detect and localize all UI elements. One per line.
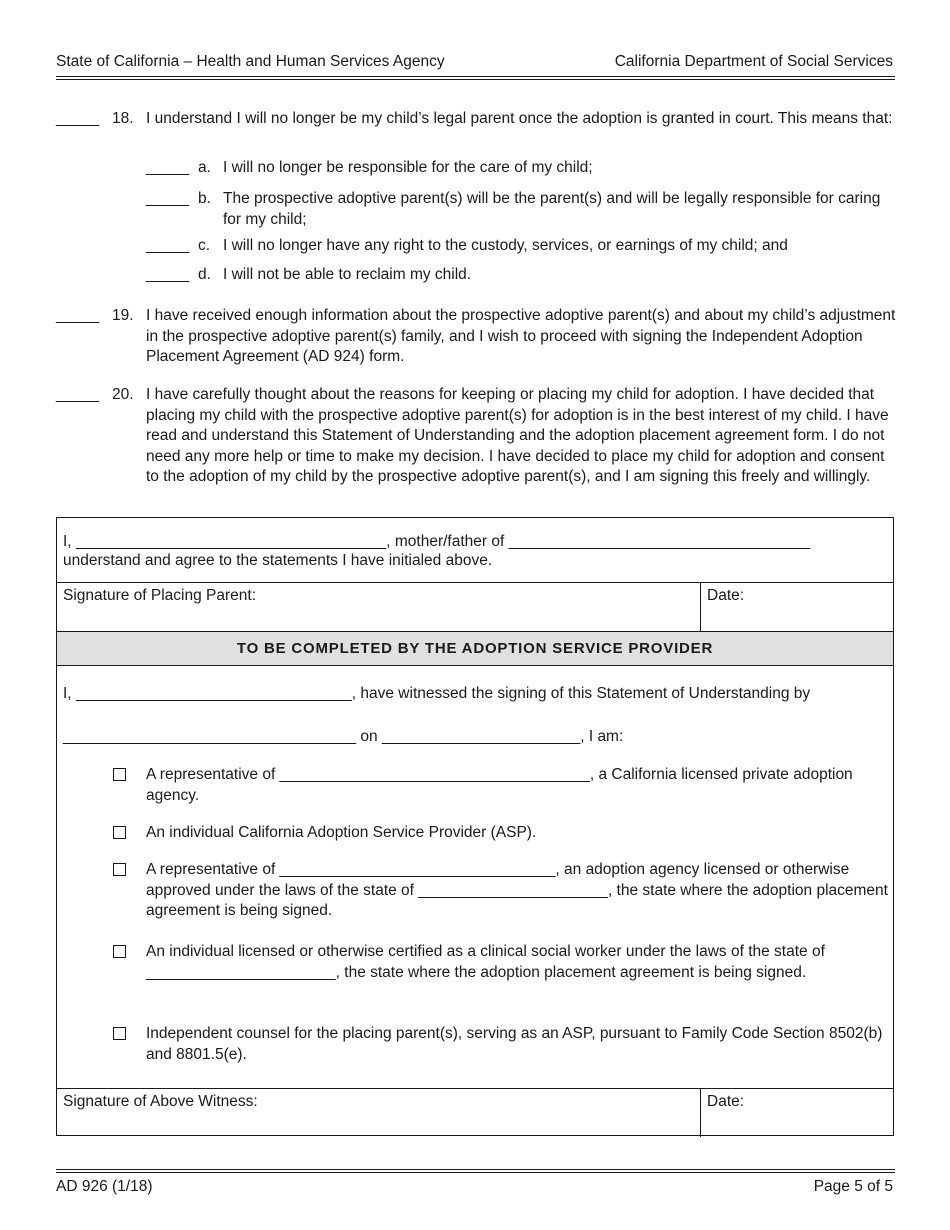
subitem-text: I will no longer be responsible for the care of my child; [223,159,593,176]
subitem-letter: a. [198,159,211,176]
item-text: I understand I will no longer be my child’s legal parent once the adoption is granted in court. This means that: [146,110,893,127]
checkbox[interactable] [113,768,126,781]
subitem-letter: c. [198,237,211,254]
initial-blank[interactable]: _____ [56,386,100,403]
parent-date-label: Date: [707,587,745,604]
initial-blank[interactable]: _____ [146,190,190,207]
item-text: I have carefully thought about the reasons for keeping or placing my child for adoption. I have decided that placing my child with the prospective adoptive parent(s) for adoption is in the best interest of my child. I have read and understand this Statement of Understanding and the adoption placement agreement form. I do not need any more help or time to make my decision. I have decided to place my child for adoption and consent to the adoption of my child by the prospective adoptive parent(s), and I am signing this freely and willingly. [146,386,889,485]
initial-blank[interactable]: _____ [56,307,100,324]
header-agency: State of California – Health and Human Services Agency [56,53,445,70]
initial-blank[interactable]: _____ [146,159,190,176]
header-rule-double [56,79,895,80]
item-number: 19. [112,307,134,324]
option-text: A representative of ____________________________________, a California licensed private adoption agency. [146,766,853,804]
divider [700,1088,701,1137]
subitem-text: The prospective adoptive parent(s) will be the parent(s) and will be legally responsible for caring for my child; [223,190,881,228]
witness-date-line[interactable]: __________________________________ on _______________________, I am: [63,728,624,745]
item-number: 20. [112,386,134,403]
header-rule [56,76,895,77]
parent-signature-label: Signature of Placing Parent: [63,587,257,604]
signature-box [56,517,894,1136]
footer-rule [56,1169,895,1170]
form-id: AD 926 (1/18) [56,1178,153,1195]
option-text: An individual licensed or otherwise certified as a clinical social worker under the laws of the state of ______________________, the state where the adoption placement agreement is being signed. [146,943,825,981]
checkbox[interactable] [113,1027,126,1040]
checkbox[interactable] [113,826,126,839]
checkbox[interactable] [113,863,126,876]
witness-date-label: Date: [707,1093,745,1110]
provider-section-title: TO BE COMPLETED BY THE ADOPTION SERVICE PROVIDER [236,640,714,657]
witness-name-line[interactable]: I, ________________________________, have witnessed the signing of this Statement of Understanding by [63,685,811,702]
item-number: 18. [112,110,134,127]
divider [700,582,701,631]
subitem-letter: d. [198,266,211,283]
divider [57,582,893,583]
initial-blank[interactable]: _____ [146,237,190,254]
option-text: Independent counsel for the placing parent(s), serving as an ASP, pursuant to Family Code Section 8502(b) and 8801.5(e). [146,1025,883,1063]
header-department: California Department of Social Services [614,53,893,70]
page-number: Page 5 of 5 [813,1178,893,1195]
witness-signature-label: Signature of Above Witness: [63,1093,258,1110]
item-text: I have received enough information about the prospective adoptive parent(s) and about my child’s adjustment in the prospective adoptive parent(s) family, and I wish to proceed with signing the Independent Adoption Placement Agreement (AD 924) form. [146,307,896,365]
provider-section-band [57,631,893,666]
subitem-letter: b. [198,190,211,207]
footer-rule-double [56,1172,895,1173]
option-text: A representative of ________________________________, an adoption agency licensed or otherwise approved under the laws of the state of ______________________, the state where the adoption placement agreement is being signed. [146,861,888,919]
initial-blank[interactable]: _____ [146,266,190,283]
subitem-text: I will no longer have any right to the custody, services, or earnings of my child; and [223,237,788,254]
option-text: An individual California Adoption Service Provider (ASP). [146,824,537,841]
initial-blank[interactable]: _____ [56,110,100,127]
checkbox[interactable] [113,945,126,958]
subitem-text: I will not be able to reclaim my child. [223,266,472,283]
parent-name-line[interactable]: I, ____________________________________, mother/father of ___________________________________ [63,533,811,550]
parent-agreement-text: understand and agree to the statements I have initialed above. [63,552,493,569]
divider [57,1088,893,1089]
